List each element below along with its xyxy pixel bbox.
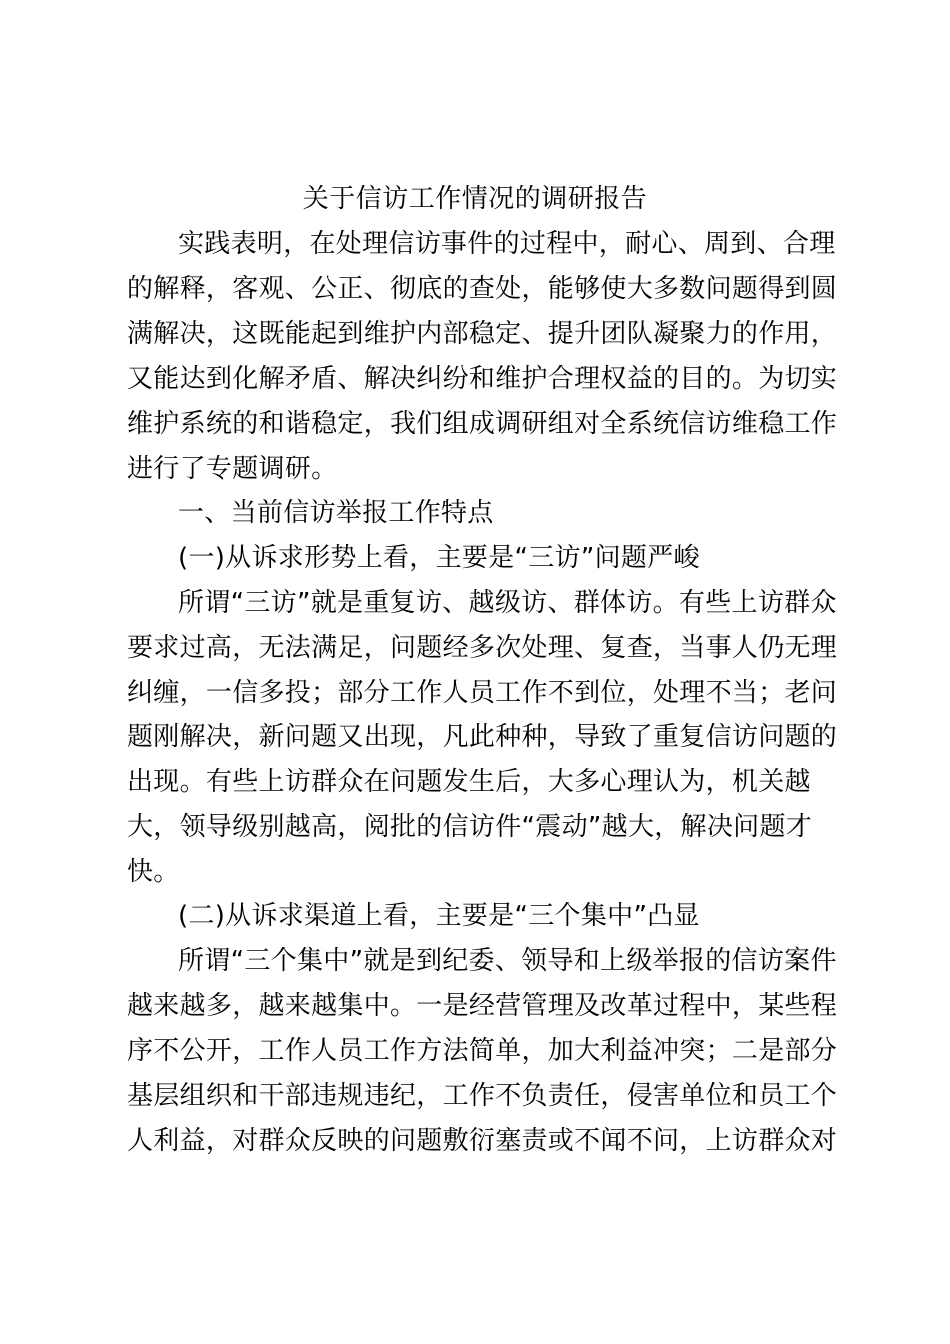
paragraph-line: 满解决，这既能起到维护内部稳定、提升团队凝聚力的作用， <box>127 319 838 349</box>
paragraph-line: 题刚解决，新问题又出现，凡此种种，导致了重复信访问题的 <box>127 722 838 752</box>
subsection-heading: (二)从诉求渠道上看，主要是“三个集中”凸显 <box>178 901 700 931</box>
paragraph-line: 纠缠，一信多投；部分工作人员工作不到位，处理不当；老问 <box>127 678 838 708</box>
paragraph-line: 所谓“三个集中”就是到纪委、领导和上级举报的信访案件 <box>178 946 837 976</box>
paragraph-line: 进行了专题调研。 <box>127 454 338 484</box>
subsection-heading: (一)从诉求形势上看，主要是“三访”问题严峻 <box>178 543 700 573</box>
paragraph-line: 序不公开，工作人员工作方法简单，加大利益冲突；二是部分 <box>127 1036 838 1066</box>
paragraph-line: 要求过高，无法满足，问题经多次处理、复查，当事人仍无理 <box>127 633 838 663</box>
paragraph-line: 所谓“三访”就是重复访、越级访、群体访。有些上访群众 <box>178 588 837 618</box>
paragraph-line: 实践表明，在处理信访事件的过程中，耐心、周到、合理 <box>178 229 836 259</box>
paragraph-line: 大，领导级别越高，阅批的信访件“震动”越大，解决问题才 <box>127 812 813 842</box>
paragraph-line: 的解释，客观、公正、彻底的查处，能够使大多数问题得到圆 <box>127 274 838 304</box>
paragraph-line: 出现。有些上访群众在问题发生后，大多心理认为，机关越 <box>127 767 811 797</box>
paragraph-line: 维护系统的和谐稳定，我们组成调研组对全系统信访维稳工作 <box>127 409 838 439</box>
section-heading: 一、当前信访举报工作特点 <box>178 498 494 528</box>
paragraph-line: 人利益，对群众反映的问题敷衍塞责或不闻不问，上访群众对 <box>127 1126 838 1156</box>
paragraph-line: 又能达到化解矛盾、解决纠纷和维护合理权益的目的。为切实 <box>127 364 838 394</box>
paragraph-line: 越来越多，越来越集中。一是经营管理及改革过程中，某些程 <box>127 991 838 1021</box>
paragraph-line: 快。 <box>127 857 180 887</box>
document-title: 关于信访工作情况的调研报告 <box>302 184 648 214</box>
paragraph-line: 基层组织和干部违规违纪，工作不负责任，侵害单位和员工个 <box>127 1081 838 1111</box>
